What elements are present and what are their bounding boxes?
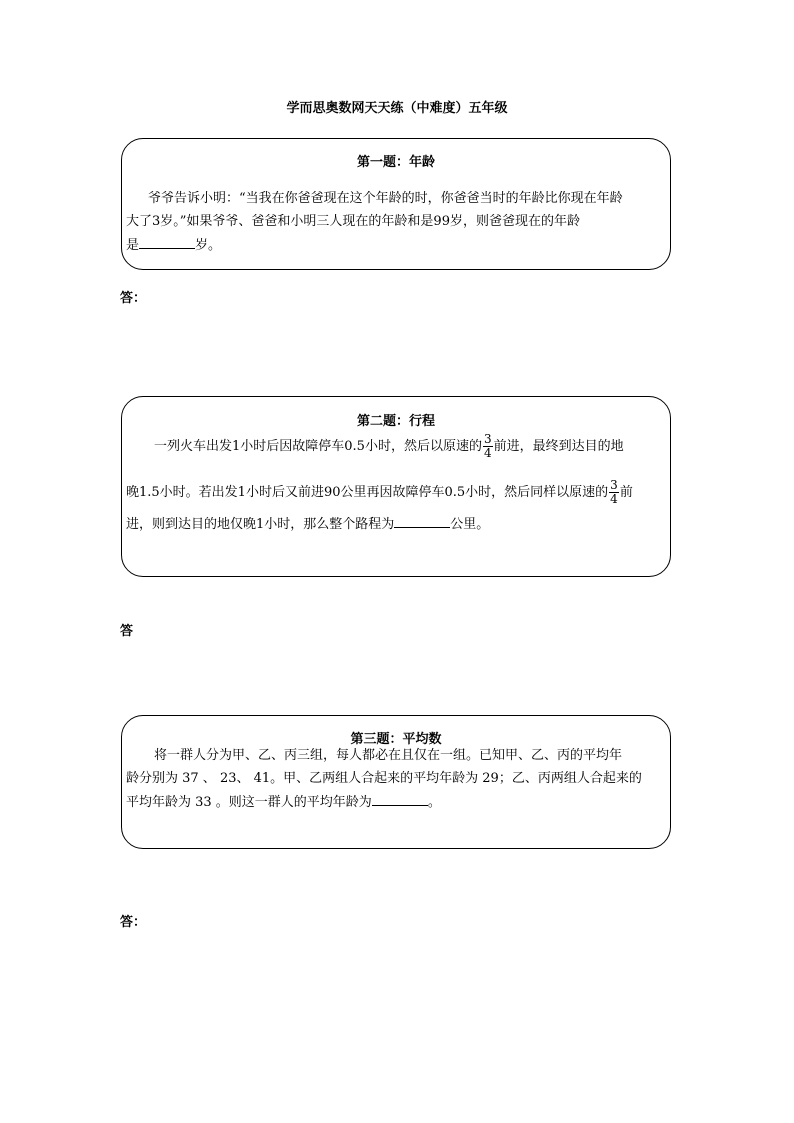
fraction-3-4 [483,433,493,460]
question-box-3 [121,715,671,849]
fraction-denominator: 4 [483,446,492,460]
fraction-denominator: 4 [610,492,618,506]
question-title-2: 第二题：行程 [356,414,435,429]
answer-blank-3 [372,793,428,806]
page-title: 学而思奥数网天天练（中难度）五年级 [286,101,508,116]
question-2-line-2 [126,479,633,506]
question-1-line-2: 大了3岁。”如果爷爷、爸爸和小明三人现在的年龄和是99岁，则爸爸现在的年龄 [126,214,580,229]
answer-blank-1 [139,236,195,249]
question-3-line-1: 将一群人分为甲、乙、丙三组，每人都必在且仅在一组。已知甲、乙、丙的平均年 [154,748,623,763]
question-1-line-1: 爷爷告诉小明：“当我在你爸爸现在这个年龄的时，你爸爸当时的年龄比你现在年龄 [148,191,623,206]
answer-label-1: 答： [120,291,147,306]
fraction-numerator: 3 [483,432,492,446]
question-1-line-3 [126,236,221,254]
question-3-line-2: 龄分别为 37 、 23、 41。甲、乙两组人合起来的平均年龄为 29；乙、丙两组人合起来的 [126,771,642,786]
question-title-3: 第三题：平均数 [350,732,442,747]
fraction-numerator: 3 [610,478,618,492]
answer-label-2: 答 [120,624,134,639]
question-3-line-3 [126,793,441,811]
answer-label-3: 答： [120,915,147,930]
answer-blank-2 [394,515,450,528]
question-2-line-1-suffix: 前进，最终到达目的地 [493,439,624,454]
question-2-line-1-prefix: 一列火车出发1小时后因故障停车0.5小时，然后以原速的 [154,439,482,454]
question-2-line-3-prefix: 进，则到达目的地仅晚1小时，那么整个路程为 [126,517,395,532]
question-1-line-3-suffix: 岁。 [195,238,222,253]
question-box-1 [121,138,671,270]
fraction-3-4-second [609,479,619,506]
question-1-line-3-prefix: 是 [126,238,140,253]
question-2-line-1 [154,433,624,460]
question-2-line-2-prefix: 晚1.5小时。若出发1小时后又前进90公里再因故障停车0.5小时，然后同样以原速的 [126,485,609,500]
question-2-line-3 [126,515,489,533]
question-title-1: 第一题：年龄 [356,155,435,170]
question-2-line-3-suffix: 公里。 [450,517,490,532]
question-2-line-2-suffix: 前 [619,485,633,500]
question-3-line-3-suffix: 。 [427,795,441,810]
question-3-line-3-prefix: 平均年龄为 33 。则这一群人的平均年龄为 [126,795,372,810]
question-box-2 [121,396,671,577]
